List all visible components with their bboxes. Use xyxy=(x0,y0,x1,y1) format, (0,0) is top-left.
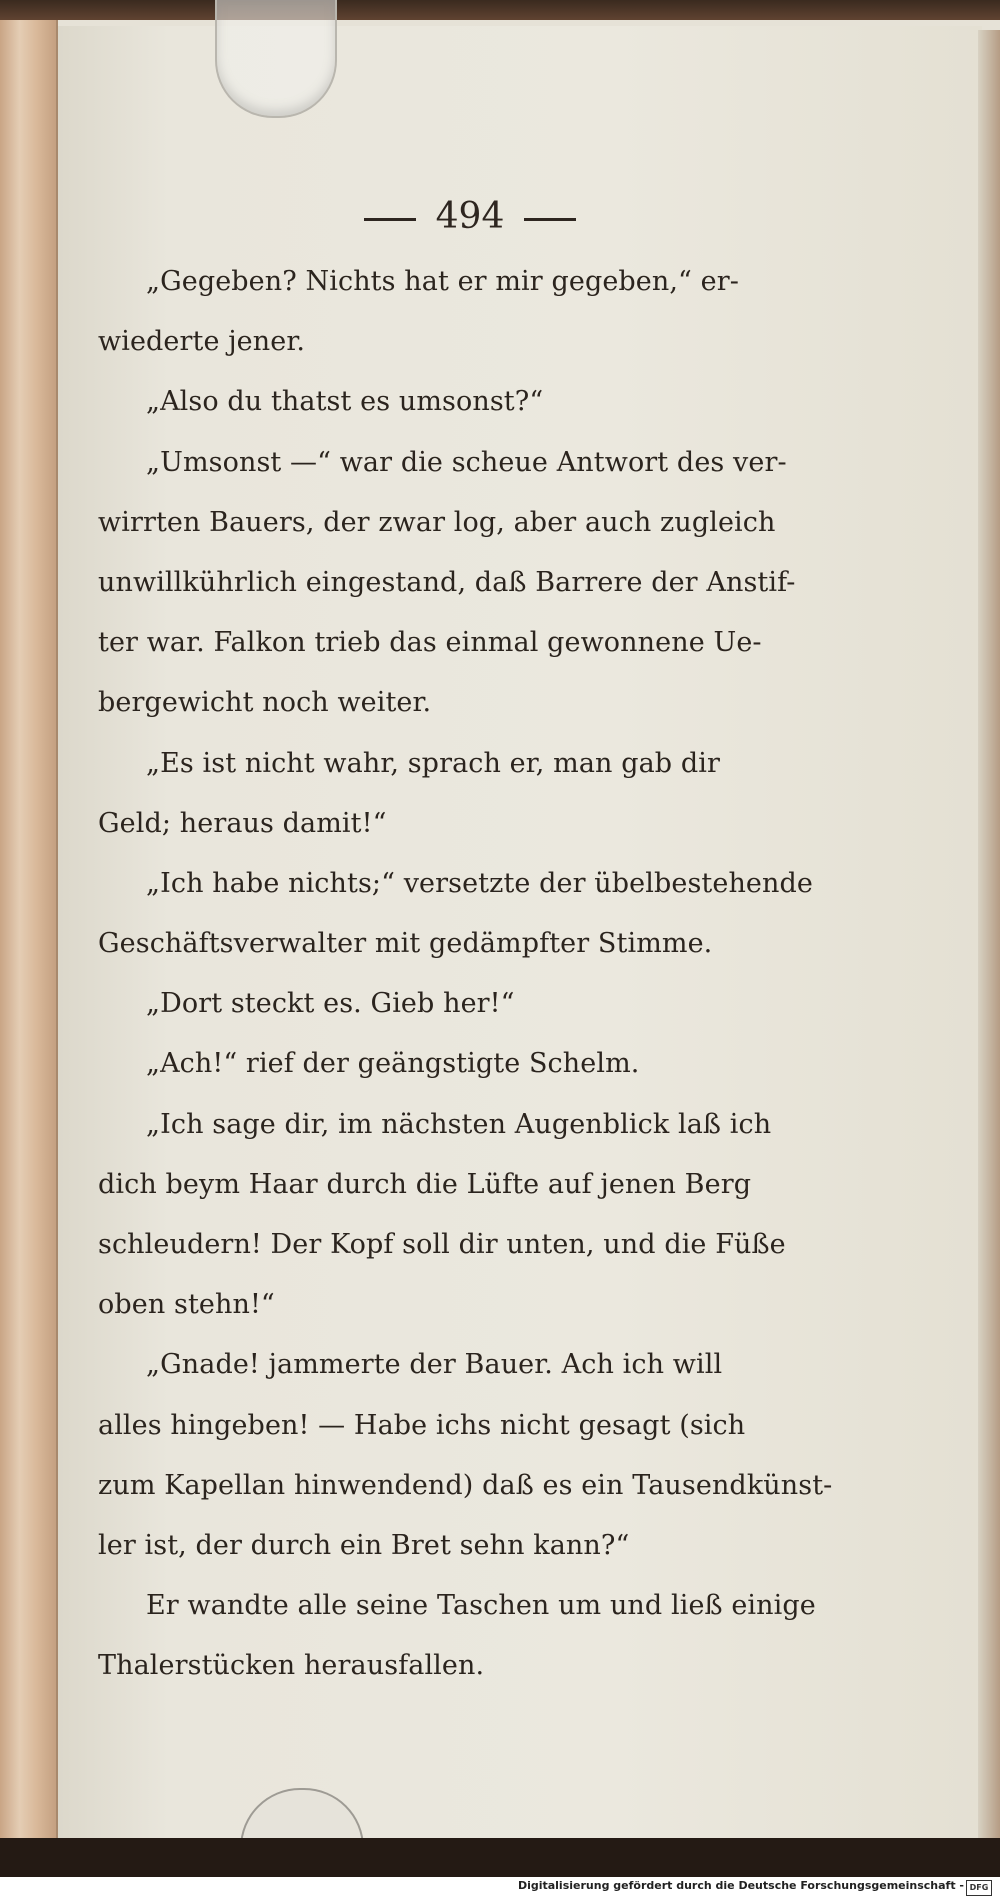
header-dash-left xyxy=(364,218,416,221)
text-line: zum Kapellan hinwendend) daß es ein Tausendkünst- xyxy=(98,1469,833,1501)
text-line: schleudern! Der Kopf soll dir unten, und die Füße xyxy=(98,1229,786,1260)
text-line: wiederte jener. xyxy=(98,326,306,358)
page-header xyxy=(330,192,610,242)
text-line: Geld; heraus damit!“ xyxy=(98,807,387,839)
dfg-logo: DFG xyxy=(966,1880,992,1896)
text-line: „Gnade! jammerte der Bauer. Ach ich will xyxy=(146,1349,723,1381)
footer-credit: Digitalisierung gefördert durch die Deutsche Forschungsgemeinschaft - xyxy=(517,1879,964,1892)
page-right-edge xyxy=(978,30,1000,1840)
book-spine-edge xyxy=(0,20,58,1850)
page-body-text xyxy=(98,252,858,1697)
text-line: dich beym Haar durch die Lüfte auf jenen Berg xyxy=(98,1168,752,1200)
text-line: Er wandte alle seine Taschen um und ließ einige xyxy=(146,1590,816,1622)
bottom-book-edge xyxy=(0,1838,1000,1877)
text-line: Geschäftsverwalter mit gedämpfter Stimme. xyxy=(98,928,713,960)
header-dash-right xyxy=(524,218,576,221)
text-line: „Also du thatst es umsonst?“ xyxy=(146,386,544,418)
text-line: oben stehn!“ xyxy=(98,1289,275,1321)
text-line: unwillkührlich eingestand, daß Barrere der Anstif- xyxy=(98,566,796,598)
text-line: „Umsonst —“ war die scheue Antwort des ver- xyxy=(146,446,787,478)
text-line: alles hingeben! — Habe ichs nicht gesagt (sich xyxy=(98,1409,746,1441)
text-line: „Dort steckt es. Gieb her!“ xyxy=(146,988,515,1020)
text-line: „Ich habe nichts;“ versetzte der übelbestehende xyxy=(146,867,813,899)
text-line: „Gegeben? Nichts hat er mir gegeben,“ er- xyxy=(146,266,739,297)
text-line: „Es ist nicht wahr, sprach er, man gab dir xyxy=(146,747,720,779)
text-line: ler ist, der durch ein Bret sehn kann?“ xyxy=(98,1529,630,1561)
page-clip-top xyxy=(215,0,337,118)
text-line: Thalerstücken herausfallen. xyxy=(98,1650,485,1682)
text-line: bergewicht noch weiter. xyxy=(98,687,432,719)
text-line: wirrten Bauers, der zwar log, aber auch zugleich xyxy=(98,506,776,538)
text-line: „Ach!“ rief der geängstigte Schelm. xyxy=(146,1048,640,1080)
text-line: „Ich sage dir, im nächsten Augenblick laß ich xyxy=(146,1108,772,1140)
text-line: ter war. Falkon trieb das einmal gewonnene Ue- xyxy=(98,627,762,659)
page-number: 494 xyxy=(435,196,505,237)
